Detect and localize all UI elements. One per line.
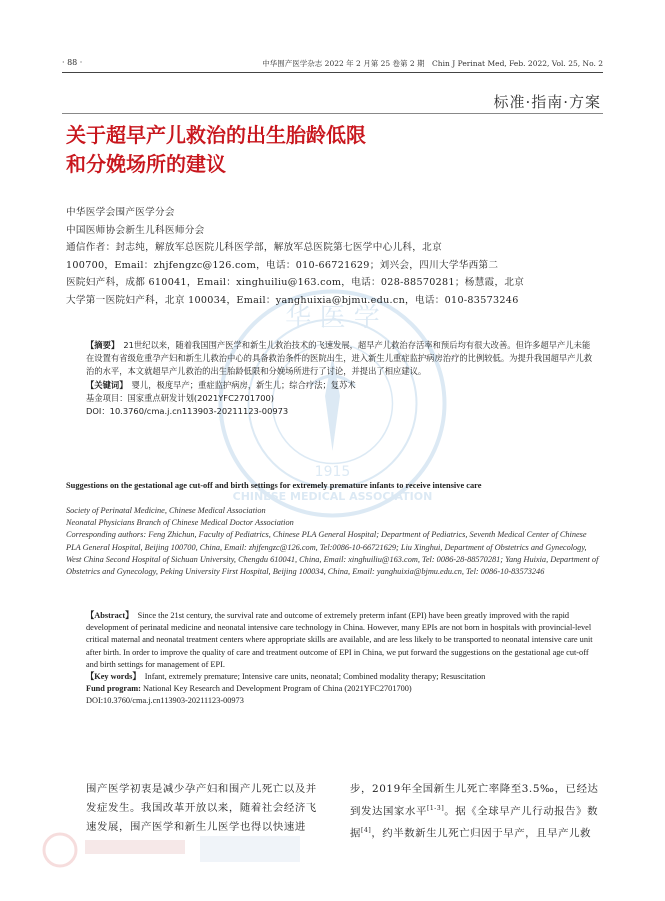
body-right-part-3: ，约半数新生儿死亡归因于早产，且早产儿救 — [371, 827, 592, 840]
cn-abstract-text: 21世纪以来，随着我国围产医学和新生儿救治技术的飞速发展，超早产儿救治存活率和预后均有很大改善。但许多超早产儿未能在设置有省级危重孕产妇和新生儿救治中心的具备救治条件的医院出生，进入新生儿重症监护病房治疗的比例较低。为提升我国超早产儿救治的水平，本文就超早产儿救治的出生胎龄低限和分娩场所进行了讨论，并提出了相应建议。 — [86, 340, 593, 377]
cn-doi: DOI：10.3760/cma.j.cn113903-20211123-00973 — [86, 406, 289, 417]
cn-fund-label: 基金项目： — [86, 392, 128, 403]
en-author-org-1: Society of Perinatal Medicine, Chinese Medical Association — [66, 506, 266, 515]
cn-keywords-label: 【关键词】 — [86, 379, 124, 390]
seal-en-text: CHINESE MEDICAL ASSOCIATION — [232, 490, 433, 503]
en-title: Suggestions on the gestational age cut-off and birth settings for extremely premature infants to receive intensive care — [66, 481, 482, 490]
body-right-part-2: 。据《全球早产儿行动报告》数据 — [350, 805, 599, 840]
en-doi: DOI:10.3760/cma.j.cn113903-20211123-00973 — [86, 696, 244, 706]
column-heading: 标准·指南·方案 — [493, 93, 601, 111]
header-rule — [62, 72, 603, 73]
body-right-part-1: 步，2019年全国新生儿死亡率降至3.5‰，已经达到发达国家水平 — [350, 783, 599, 818]
cn-corresponding-line-2: 100700，Email：zhjfengzc@126.com，电话：010-66721629；刘兴会，四川大学华西第二 — [66, 259, 499, 271]
body-text-left-column: 围产医学初衷是减少孕产妇和围产儿死亡以及并发症发生。我国改革开放以来，随着社会经济飞速发展，围产医学和新生儿医学也得以快速进 — [86, 783, 317, 833]
cn-abstract — [86, 339, 598, 418]
cn-author-org-1: 中华医学会围产医学分会 — [66, 207, 175, 218]
citation-1-3: [1-3] — [426, 805, 445, 812]
article-title-line-1: 关于超早产儿救治的出生胎龄低限 — [66, 123, 366, 147]
article-title — [66, 121, 466, 179]
cn-corresponding-line-1: 通信作者：封志纯，解放军总医院儿科医学部，解放军总医院第七医学中心儿科，北京 — [66, 242, 442, 253]
en-author-org-2: Neonatal Physicians Branch of Chinese Medical Doctor Association — [66, 518, 294, 528]
column-rule — [62, 113, 603, 114]
seal-cn-text: 华 医 学 — [285, 303, 380, 333]
cn-corresponding-line-4: 大学第一医院妇产科，北京 100034，Email：yanghuixia@bjmu.edu.cn，电话：010-83573246 — [66, 294, 519, 306]
citation-4: [4] — [361, 827, 372, 835]
cn-fund: 国家重点研发计划(2021YFC2701700) — [127, 392, 275, 403]
en-fund-label: Fund program: — [86, 684, 141, 694]
cn-author-block — [66, 204, 600, 309]
article-title-line-2: 和分娩场所的建议 — [66, 152, 226, 176]
en-abstract-label: 【Abstract】 — [86, 611, 130, 620]
cn-corresponding-line-3: 医院妇产科，成都 610041，Email：xinghuiliu@163.com，电话：028-88570281；杨慧霞，北京 — [66, 277, 525, 288]
en-fund: National Key Research and Development Program of China (2021YFC2701700) — [143, 684, 412, 694]
cn-keywords: 婴儿，极度早产；重症监护病房，新生儿；综合疗法；复苏术 — [131, 379, 356, 390]
page-number: · 88 · — [62, 58, 83, 67]
en-abstract — [66, 610, 600, 708]
body-text-right-column — [350, 780, 602, 844]
en-keywords-label: 【Key words】 — [86, 672, 137, 682]
seal-year: 1915 — [314, 464, 351, 480]
en-abstract-text: Since the 21st century, the survival rate and outcome of extremely preterm infant (EPI) have been greatly improved with the rapid development of perinatal medicine and neonatal intensive care technology in China. However, many EPIs are not born in hospitals with provincial-level critical maternal and neonatal treatment centers where appropriate skills are available, and are less likely to be transported to neonatal intensive care unit after birth. In order to improve the quality of care and treatment outcome of EPI in China, we put forward the suggestions on the gestational age cut-off and birth settings for management of EPI. — [86, 611, 593, 669]
en-keywords: Infant, extremely premature; Intensive care units, neonatal; Combined modality therapy; Resuscitation — [144, 672, 486, 682]
en-corresponding: Corresponding authors: Feng Zhichun, Faculty of Pediatrics, Chinese PLA General Hospital; Department of Pediatrics, Seventh Medical Center of Chinese PLA General Hospital, Beijing 100700, China, Email: zhjfengzc@126.com, Tel:0086-10-66721629; Liu Xinghui, Department of Obstetrics and Gynecology, West China Second Hospital of Sichuan University, Chengdu 610041, China, Email: xinghuiliu@163.com, Tel: 0086-28-88570281; Yang Huixia, Department of Obstetrics and Gynecology, Peking University First Hospital, Beijing 100034, China, Email: yanghuixia@bjmu.edu.cn, Tel: 0086-10-83573246 — [66, 530, 599, 577]
en-author-block — [66, 505, 600, 578]
cn-abstract-label: 【摘要】 — [86, 340, 116, 350]
cn-author-org-2: 中国医师协会新生儿科医师分会 — [66, 224, 205, 236]
journal-running-header: 中华围产医学杂志 2022 年 2 月第 25 卷第 2 期 Chin J Perinat Med, Feb. 2022, Vol. 25, No. 2 — [262, 59, 603, 68]
